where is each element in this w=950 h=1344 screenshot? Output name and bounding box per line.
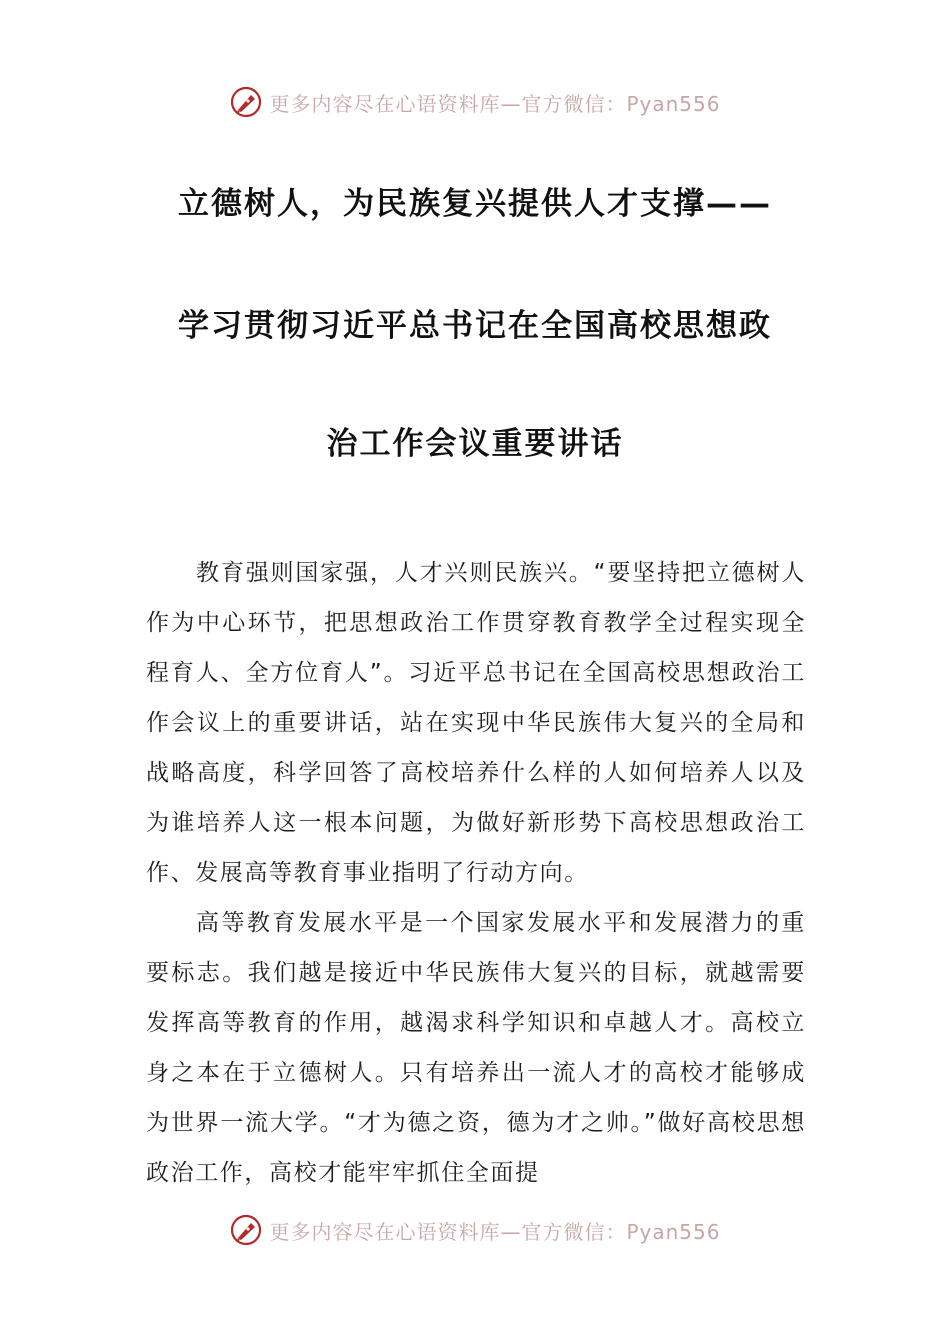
header-watermark: [0, 82, 950, 122]
watermark-text: 更多内容尽在心语资料库—官方微信：Pyan556: [269, 1219, 721, 1244]
footer-watermark: [0, 1210, 950, 1250]
document-title-line-1: 立德树人，为民族复兴提供人才支撑——: [178, 186, 772, 222]
pen-nib-circle-icon: [229, 1213, 263, 1247]
paragraph: 教育强则国家强，人才兴则民族兴。“要坚持把立德树人作为中心环节，把思想政治工作贯穿教育教学全过程实现全程育人、全方位育人”。习近平总书记在全国高校思想政治工作会议上的重要讲话，站在实现中华民族伟大复兴的全局和战略高度，科学回答了高校培养什么样的人如何培养人以及为谁培养人这一根本问题，为做好新形势下高校思想政治工作、发展高等教育事业指明了行动方向。: [146, 560, 806, 886]
watermark-text: 更多内容尽在心语资料库—官方微信：Pyan556: [269, 91, 721, 116]
paragraph: 高等教育发展水平是一个国家发展水平和发展潜力的重要标志。我们越是接近中华民族伟大复兴的目标，就越需要发挥高等教育的作用，越渴求科学知识和卓越人才。高校立身之本在于立德树人。只有培养出一流人才的高校才能够成为世界一流大学。“才为德之资，德为才之帅。”做好高校思想政治工作，高校才能牢牢抓住全面提: [146, 910, 806, 1186]
document-body: [146, 548, 806, 1198]
document-title-line-3: 治工作会议重要讲话: [326, 426, 624, 462]
document-title-line-2: 学习贯彻习近平总书记在全国高校思想政: [178, 308, 772, 344]
pen-nib-circle-icon: [229, 85, 263, 119]
